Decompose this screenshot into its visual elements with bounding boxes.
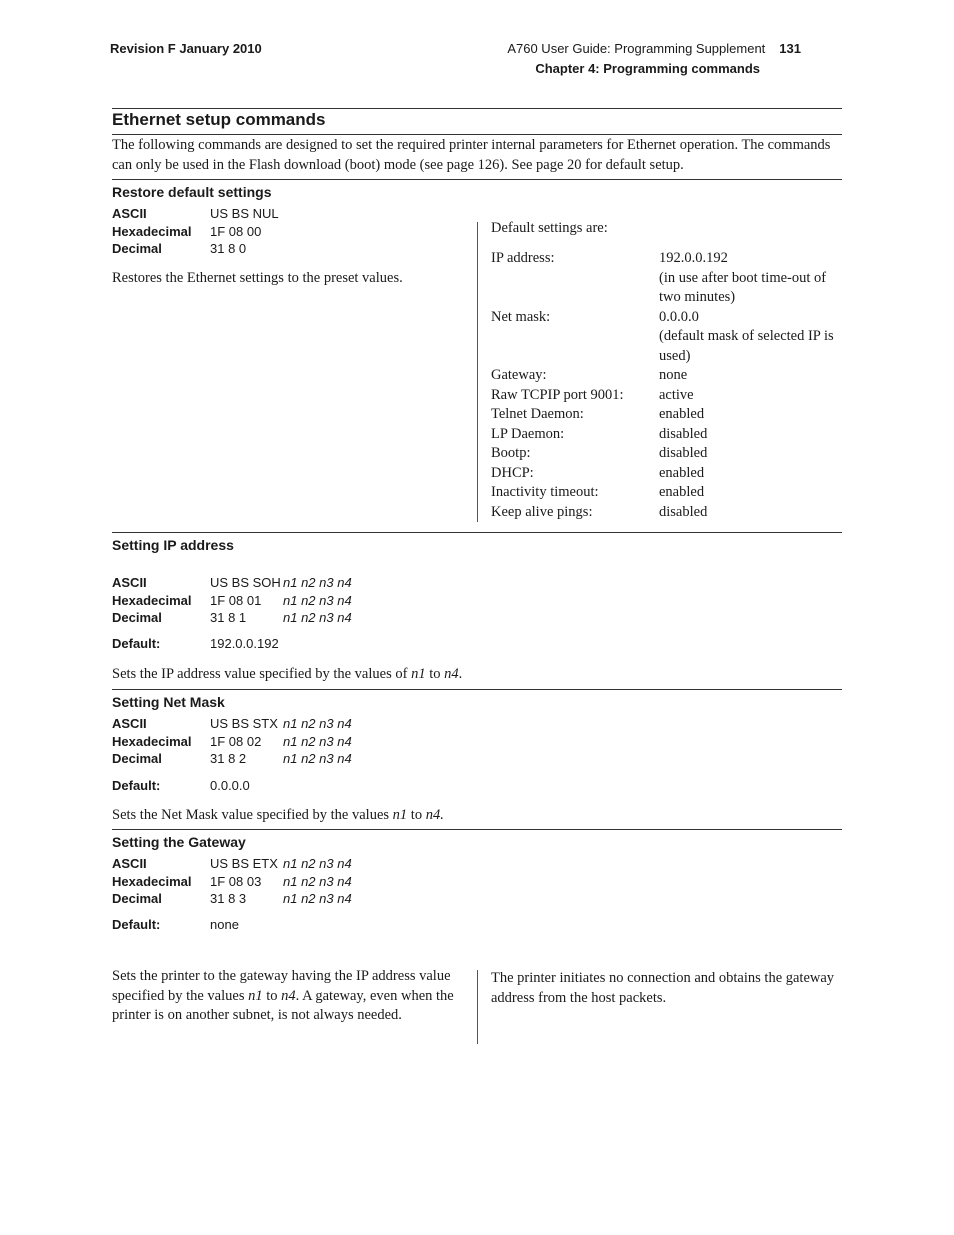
code-label: Hexadecimal [112, 223, 192, 239]
code-label: Decimal [112, 891, 162, 906]
gateway-default: Default: none [112, 917, 239, 932]
code-value: 1F 08 01 [210, 592, 262, 608]
divider [112, 179, 842, 180]
code-value: 1F 08 02 [210, 733, 262, 749]
defaults-table [491, 249, 843, 522]
code-value: 31 8 0 [210, 241, 247, 256]
defaults-row: Bootp: disabled [491, 445, 708, 461]
defaults-row: Inactivity timeout: enabled [491, 484, 705, 500]
code-label: Decimal [112, 751, 162, 766]
code-params: n1 n2 n3 n4 [283, 856, 352, 871]
code-params: n1 n2 n3 n4 [283, 891, 352, 906]
defaults-row: DHCP: enabled [491, 464, 705, 481]
defaults-row: Net mask: 0.0.0.0 [491, 308, 699, 325]
code-value: 31 8 3 [210, 891, 247, 906]
divider [112, 108, 842, 109]
defaults-row: Telnet Daemon: enabled [491, 406, 705, 422]
code-label: Hexadecimal [112, 873, 192, 889]
defaults-row: Raw TCPIP port 9001: active [491, 386, 694, 403]
page-number: 131 [779, 41, 801, 56]
defaults-row: Keep alive pings: disabled [491, 503, 708, 520]
section-intro: The following commands are designed to set the required printer internal parameters for Ethernet operation. The commands can only be used in the Flash download (boot) mode (see page 126). See page 20 for default setup. [112, 137, 831, 173]
ip-title: Setting IP address [112, 537, 234, 553]
code-label: Hexadecimal [112, 592, 192, 608]
code-label: ASCII [112, 856, 147, 871]
ip-codes [112, 574, 352, 627]
column-divider [477, 222, 478, 522]
divider [112, 134, 842, 135]
ip-description: Sets the IP address value specified by the values of n1 to n4. [112, 666, 463, 682]
netmask-title: Setting Net Mask [112, 694, 225, 710]
code-label: Hexadecimal [112, 733, 192, 749]
code-value: 31 8 1 [210, 610, 247, 625]
gateway-note: The printer initiates no connection and obtains the gateway address from the host packets. [491, 970, 835, 1006]
netmask-default: Default: 0.0.0.0 [112, 778, 250, 793]
defaults-row: Gateway: none [491, 367, 688, 383]
divider [112, 689, 842, 690]
code-params: n1 n2 n3 n4 [283, 751, 352, 766]
defaults-row: IP address: 192.0.0.192 [491, 250, 728, 266]
code-value: US BS STX [210, 716, 278, 731]
revision-label: Revision F January 2010 [110, 41, 262, 56]
divider [112, 829, 842, 830]
defaults-row: LP Daemon: disabled [491, 425, 708, 442]
restore-description: Restores the Ethernet settings to the preset values. [112, 270, 403, 286]
ip-default: Default: 192.0.0.192 [112, 636, 279, 651]
divider [112, 532, 842, 533]
netmask-description: Sets the Net Mask value specified by the values n1 to n4. [112, 807, 444, 823]
chapter-title: Chapter 4: Programming commands [535, 61, 760, 76]
code-params: n1 n2 n3 n4 [283, 575, 352, 590]
code-params: n1 n2 n3 n4 [283, 716, 352, 731]
code-params: n1 n2 n3 n4 [283, 610, 352, 625]
code-value: US BS SOH [210, 575, 281, 590]
defaults-intro: Default settings are: [491, 220, 608, 236]
code-params: n1 n2 n3 n4 [283, 592, 352, 608]
restore-codes [112, 205, 279, 258]
code-value: 1F 08 00 [210, 223, 262, 239]
code-params: n1 n2 n3 n4 [283, 733, 352, 749]
defaults-row: (default mask of selected IP is used) [659, 328, 834, 364]
code-label: Decimal [112, 241, 162, 256]
guide-title: A760 User Guide: Programming Supplement [507, 41, 766, 56]
defaults-row: (in use after boot time-out of two minutes) [659, 269, 827, 305]
column-divider [477, 970, 478, 1044]
netmask-codes [112, 715, 352, 768]
code-params: n1 n2 n3 n4 [283, 873, 352, 889]
gateway-title: Setting the Gateway [112, 834, 246, 850]
code-label: ASCII [112, 716, 147, 731]
code-label: Decimal [112, 610, 162, 625]
code-value: 1F 08 03 [210, 873, 262, 889]
code-value: US BS ETX [210, 856, 278, 871]
section-title: Ethernet setup commands [112, 110, 326, 129]
code-value: US BS NUL [210, 206, 279, 221]
code-value: 31 8 2 [210, 751, 247, 766]
code-label: ASCII [112, 575, 147, 590]
gateway-description: Sets the printer to the gateway having the IP address value specified by the values n1 to n4. A gateway, even when the printer is on another subnet, is not always needed. [112, 968, 454, 1023]
page-header [507, 39, 801, 79]
restore-title: Restore default settings [112, 184, 272, 200]
gateway-codes [112, 855, 352, 908]
code-label: ASCII [112, 206, 147, 221]
